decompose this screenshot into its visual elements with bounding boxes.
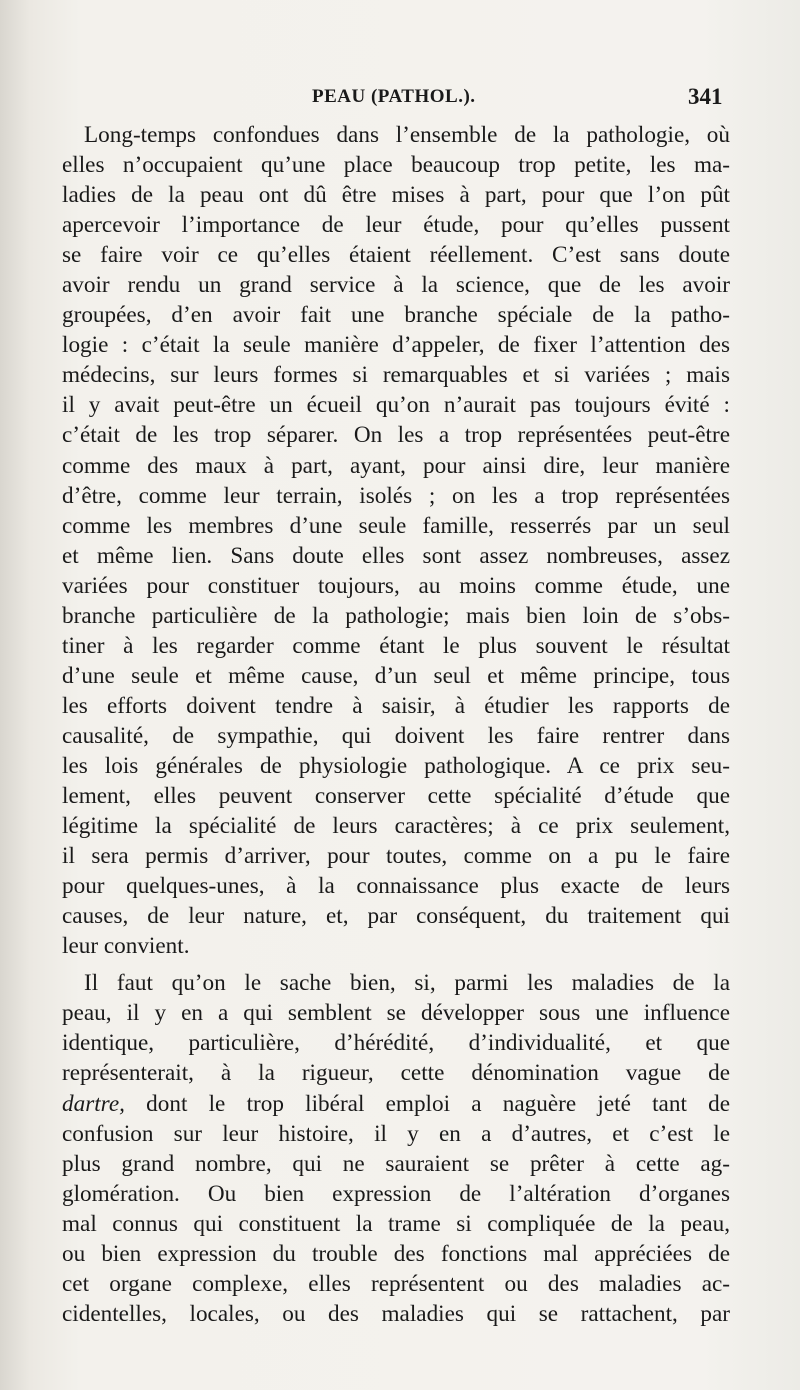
text-line: apercevoir l’importance de leur étude, pour qu’elles pussent bbox=[62, 212, 730, 239]
running-head bbox=[0, 86, 800, 116]
text-line: les lois générales de physiologie pathologique. A ce prix seu- bbox=[62, 752, 730, 779]
italic-term: dartre, bbox=[62, 1090, 125, 1117]
text-line: mal connus qui constituent la trame si compliquée de la peau, bbox=[62, 1210, 730, 1237]
paragraph-1 bbox=[62, 120, 730, 961]
text-line: il y avait peut-être un écueil qu’on n’aurait pas toujours évité : bbox=[62, 392, 730, 419]
text-line: ladies de la peau ont dû être mises à part, pour que l’on pût bbox=[62, 182, 730, 209]
text-line: Long-temps confondues dans l’ensemble de la pathologie, où bbox=[84, 122, 730, 148]
text-line: d’être, comme leur terrain, isolés ; on les a trop représentées bbox=[62, 482, 730, 509]
text-line: peau, il y en a qui semblent se développer sous une influence bbox=[62, 1000, 730, 1027]
text-line: glomération. Ou bien expression de l’altération d’organes bbox=[62, 1180, 730, 1207]
text-line: plus grand nombre, qui ne sauraient se prêter à cette ag- bbox=[62, 1150, 730, 1177]
text-line: cidentelles, locales, ou des maladies qui se rattachent, par bbox=[62, 1300, 730, 1327]
text-line: identique, particulière, d’hérédité, d’individualité, et que bbox=[62, 1030, 730, 1057]
text-line: groupées, d’en avoir fait une branche spéciale de la patho- bbox=[62, 302, 730, 329]
text-line: pour quelques-unes, à la connaissance plus exacte de leurs bbox=[62, 873, 730, 900]
text-line: d’une seule et même cause, d’un seul et même principe, tous bbox=[62, 662, 730, 689]
page-number: 341 bbox=[688, 84, 723, 109]
text-line: causalité, de sympathie, qui doivent les faire rentrer dans bbox=[62, 722, 730, 749]
text-line: Il faut qu’on le sache bien, si, parmi les maladies de la bbox=[84, 970, 730, 997]
text-line: légitime la spécialité de leurs caractères; à ce prix seulement, bbox=[62, 813, 730, 840]
paragraph-gap bbox=[62, 961, 730, 968]
text-line: leur convient. bbox=[62, 933, 190, 960]
text-line: se faire voir ce qu’elles étaient réellement. C’est sans doute bbox=[62, 242, 730, 269]
text-line: elles n’occupaient qu’une place beaucoup trop petite, les ma- bbox=[62, 152, 730, 179]
text-line: logie : c’était la seule manière d’appeler, de fixer l’attention des bbox=[62, 332, 730, 359]
text-line: tiner à les regarder comme étant le plus souvent le résultat bbox=[62, 632, 730, 659]
running-head-title: PEAU (PATHOL.). bbox=[312, 86, 476, 107]
text-line: médecins, sur leurs formes si remarquables et si variées ; mais bbox=[62, 362, 730, 389]
body-text bbox=[62, 120, 730, 1329]
text-line-rest: dont le trop libéral emploi a naguère jeté tant de bbox=[146, 1090, 731, 1117]
text-line: confusion sur leur histoire, il y en a d’autres, et c’est le bbox=[62, 1120, 730, 1147]
text-line: les efforts doivent tendre à saisir, à étudier les rapports de bbox=[62, 692, 730, 719]
text-line: branche particulière de la pathologie; mais bien loin de s’obs- bbox=[62, 602, 730, 629]
text-line: et même lien. Sans doute elles sont assez nombreuses, assez bbox=[62, 542, 730, 569]
text-line: représenterait, à la rigueur, cette dénomination vague de bbox=[62, 1060, 730, 1087]
paragraph-2 bbox=[62, 968, 730, 1329]
text-line: comme des maux à part, ayant, pour ainsi dire, leur manière bbox=[62, 452, 730, 479]
text-line: comme les membres d’une seule famille, resserrés par un seul bbox=[62, 512, 730, 539]
text-line: lement, elles peuvent conserver cette spécialité d’étude que bbox=[62, 783, 730, 810]
text-line: ou bien expression du trouble des fonctions mal appréciées de bbox=[62, 1240, 730, 1267]
text-line-mixed bbox=[62, 1089, 730, 1119]
text-line: avoir rendu un grand service à la science, que de les avoir bbox=[62, 272, 730, 299]
text-line: c’était de les trop séparer. On les a trop représentées peut-être bbox=[62, 422, 730, 449]
text-line: cet organe complexe, elles représentent ou des maladies ac- bbox=[62, 1270, 730, 1297]
text-line: variées pour constituer toujours, au moins comme étude, une bbox=[62, 572, 730, 599]
text-line: il sera permis d’arriver, pour toutes, comme on a pu le faire bbox=[62, 843, 730, 870]
text-line: causes, de leur nature, et, par conséquent, du traitement qui bbox=[62, 903, 730, 930]
